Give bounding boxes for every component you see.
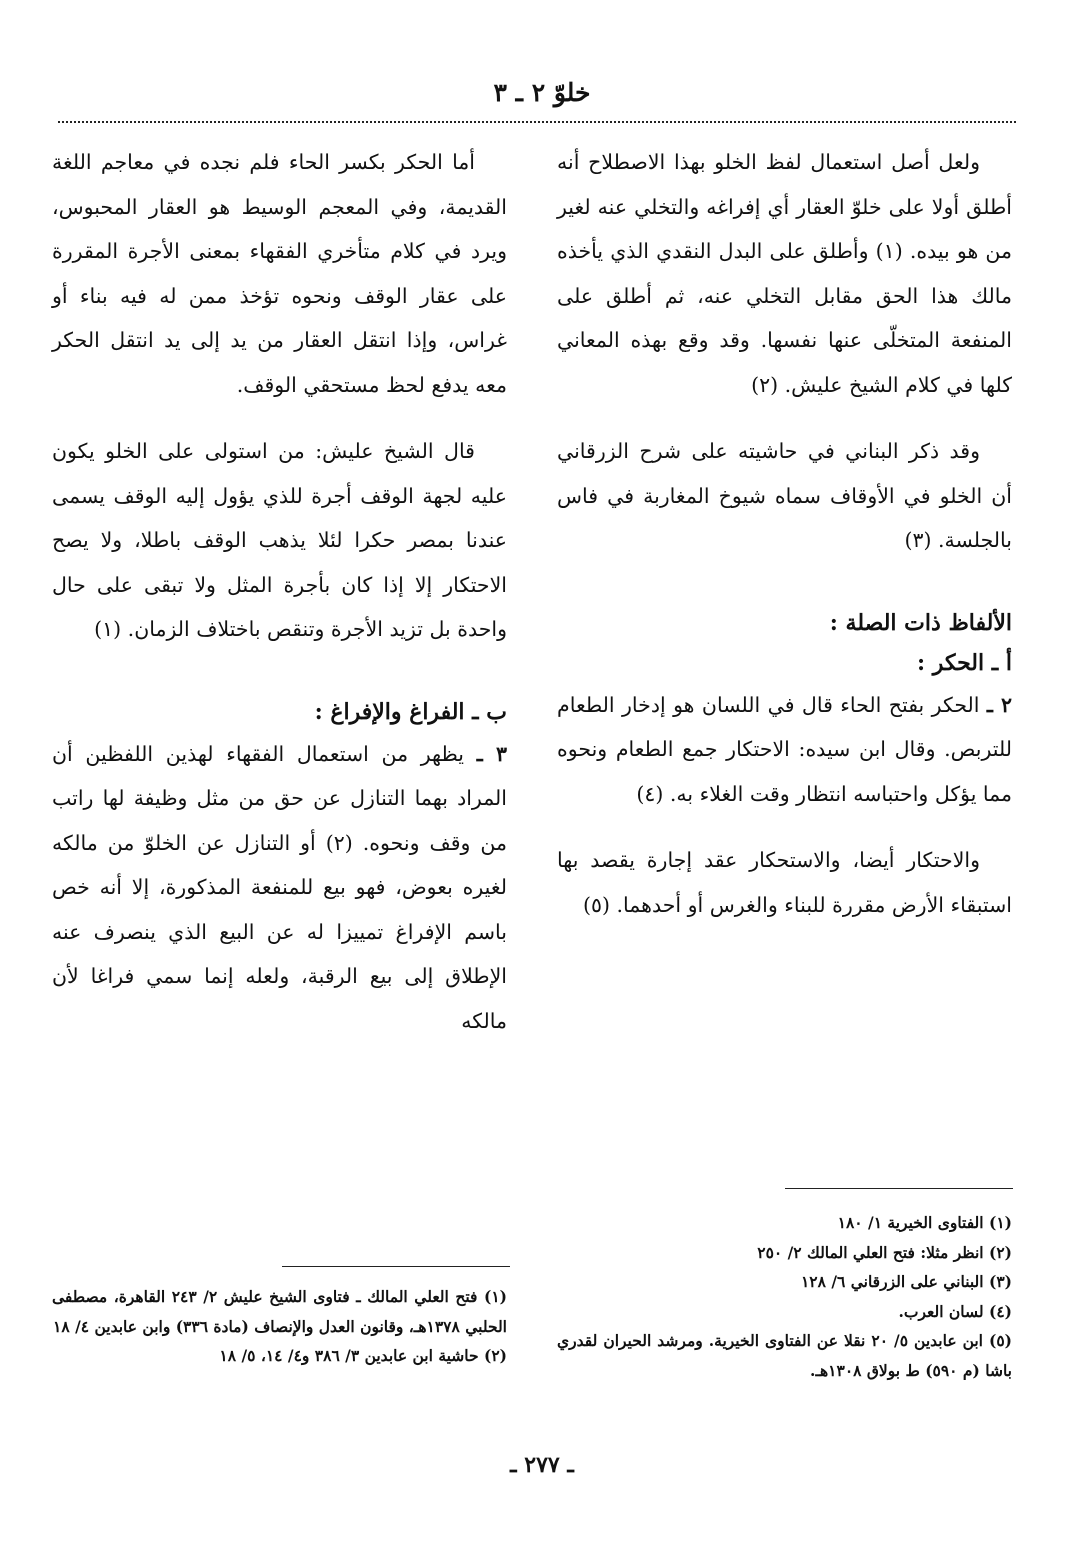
right-footnotes: [557, 1208, 1012, 1385]
right-paragraph-1: ولعل أصل استعمال لفظ الخلو بهذا الاصطلاح أنه أطلق أولا على خلوّ العقار أي إفراغه والتخلي عنه لغير من هو بيده. (١) وأطلق على البدل النقدي الذي يأخذه مالك هذا الحق مقابل التخلي عنه، ثم أطلق على المنفعة المتخلّى عنها نفسها. وقد وقع بهذه المعاني كلها في كلام الشيخ عليش. (٢): [557, 150, 1012, 397]
header-dotted-divider: [58, 121, 1016, 123]
heading-related-terms: الألفاظ ذات الصلة :: [829, 609, 1012, 636]
left-footnote-divider: [282, 1266, 510, 1267]
footnote-item: (١) الفتاوى الخيرية ١/ ١٨٠: [837, 1213, 1012, 1232]
right-paragraph-2: وقد ذكر البناني في حاشيته على شرح الزرقاني أن الخلو في الأوقاف سماه شيوخ المغاربة في فاس بالجلسة. (٣): [557, 439, 1012, 552]
right-paragraph-3: [557, 683, 1012, 817]
page-number: ـ ٢٧٧ ـ: [510, 1452, 574, 1478]
left-paragraph-1: أما الحكر بكسر الحاء فلم نجده في معاجم اللغة القديمة، وفي المعجم الوسيط هو العقار المحبوس، ويرد في كلام متأخري الفقهاء بمعنى الأجرة المقررة على عقار الوقف ونحوه تؤخذ ممن له فيه بناء أو غراس، وإذا انتقل العقار من يد إلى يد انتقل الحكر معه يدفع لحظ مستحقي الوقف.: [52, 150, 507, 397]
page-header-title: خلوّ ٢ ـ ٣: [493, 78, 591, 107]
left-paragraph-3-text: يظهر من استعمال الفقهاء لهذين اللفظين أن المراد بهما التنازل عن حق من مثل وظيفة لها راتب من وقف ونحوه. (٢) أو التنازل عن الخلوّ من مالكه لغيره بعوض، فهو بيع للمنفعة المذكورة، إلا أنه خص باسم الإفراغ تمييزا له عن البيع الذي ينصرف عنه الإطلاق إلى بيع الرقبة، ولعله إنما سمي فراغا لأن مالكه: [52, 741, 507, 1033]
footnote-item: (٤) لسان العرب.: [898, 1301, 1012, 1321]
footnote-item: (٢) حاشية ابن عابدين ٣/ ٣٨٦ و٤/ ١٤، ٥/ ١٨: [219, 1346, 507, 1365]
paragraph-number-2: ٢ ـ: [986, 692, 1012, 717]
footnote-item: (٢) انظر مثلا: فتح العلي المالك ٢/ ٢٥٠: [757, 1242, 1012, 1262]
footnote-item: (١) فتح العلي المالك ـ فتاوى الشيخ عليش ٢/ ٢٤٣ القاهرة، مصطفى الحلبي ١٣٧٨هـ، وقانون العدل والإنصاف (مادة ٣٣٦) وابن عابدين ٤/ ١٨: [52, 1287, 507, 1336]
left-paragraph-2: قال الشيخ عليش: من استولى على الخلو يكون عليه لجهة الوقف أجرة للذي يؤول إليه الوقف يسمى عندنا بمصر حكرا لئلا يذهب الوقف باطلا، ولا يصح الاحتكار إلا إذا كان بأجرة المثل ولا تبقى على حال واحدة بل تزيد الأجرة وتنقص باختلاف الزمان. (١): [52, 439, 507, 641]
heading-hikr: أ ـ الحكر :: [917, 649, 1012, 676]
footnote-item: (٥) ابن عابدين ٥/ ٢٠ نقلا عن الفتاوى الخيرية. ومرشد الحيران لقدري باشا (م ٥٩٠) ط بولاق ١٣٠٨هـ.: [557, 1331, 1012, 1380]
right-footnote-divider: [785, 1188, 1013, 1189]
left-column: [52, 140, 507, 1430]
left-footnotes: [52, 1282, 507, 1371]
heading-faragh: ب ـ الفراغ والإفراغ :: [314, 698, 507, 725]
left-paragraph-3: [52, 732, 507, 1044]
right-paragraph-3-text: الحكر بفتح الحاء قال في اللسان هو إدخار الطعام للتربص. وقال ابن سيده: الاحتكار جمع الطعام ونحوه مما يؤكل واحتباسه انتظار وقت الغلاء به. (٤): [557, 692, 1012, 806]
footnote-item: (٣) البناني على الزرقاني ٦/ ١٢٨: [800, 1272, 1012, 1291]
paragraph-number-3: ٣ ـ: [476, 741, 507, 766]
right-paragraph-4: والاحتكار أيضا، والاستحكار عقد إجارة يقصد بها استبقاء الأرض مقررة للبناء والغرس أو أحدهما. (٥): [557, 848, 1012, 917]
